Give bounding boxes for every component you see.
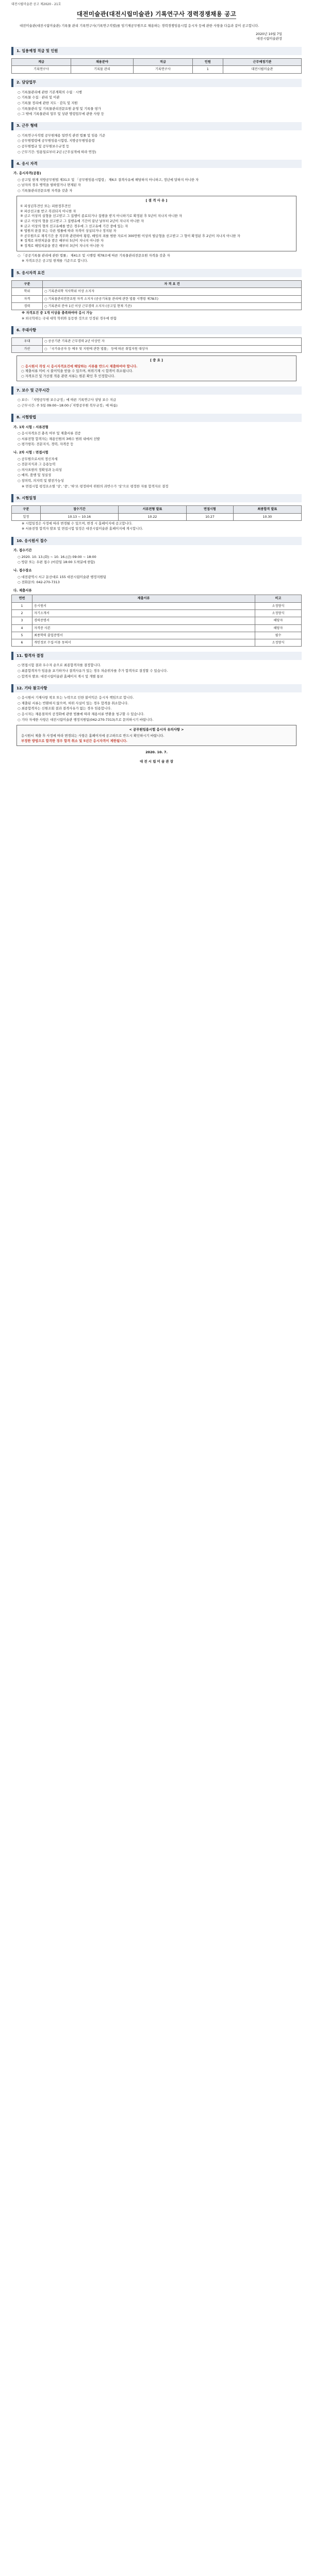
table-header: 직급 bbox=[133, 59, 192, 66]
list-item: ○ 근무시간: 주 5일 09:00~18:00 (「지방공무원 복무규정」에 따름) bbox=[18, 403, 118, 408]
table-cell: 대전시립미술관 bbox=[223, 66, 301, 73]
box-title: [ 중 요 ] bbox=[150, 358, 163, 362]
table-cell: 경력증명서 bbox=[32, 617, 255, 624]
list-item: ○ 2020. 10. 13.(화) ~ 10. 16.(금) 09:00 ~ 18:00 bbox=[18, 554, 96, 559]
box-line: ○ 자격요건 및 가산점 적용 관련 서류는 원본 확인 후 인정합니다. bbox=[21, 374, 116, 378]
box-line: ⑤ 금고 이상의 형의 선고유예를 받은 경우에 그 선고유예 기간 중에 있는 자 bbox=[20, 224, 128, 228]
table-row bbox=[12, 513, 302, 520]
list-item: ○ 공무원법령에 공무원임용시험령, 지방공무원임용령 bbox=[18, 139, 95, 143]
intro-text: 대전미술관(대전시립미술관) 기록물 관리 기록연구사(기록연구직렬)를 임기제공무원으로 채용하는 경력경쟁임용시험 응시자 등에 관한 사항을 다음과 같이 공고합니다. bbox=[20, 24, 259, 28]
list-item: ○ 합격자 발표: 대전시립미술관 홈페이지 게시 및 개별 통보 bbox=[18, 674, 103, 679]
table-cell: ○ 기록관리학 석사학위 이상 소지자 bbox=[43, 288, 302, 295]
list-item: ○ 방문 또는 우편 접수 (마감일 18:00 도착분에 한함) bbox=[18, 560, 95, 565]
box-line: ① 피성년후견인 또는 피한정후견인 bbox=[20, 204, 71, 209]
box-title: [ 결 격 사 유 ] bbox=[145, 198, 168, 202]
table-row bbox=[12, 338, 302, 345]
list-item: ○ 기록물 수집 · 관리 및 이관 bbox=[18, 95, 60, 100]
table-header: 인원 bbox=[192, 59, 223, 66]
preferences-table bbox=[11, 337, 302, 353]
note-text: ※ 시험일정은 사정에 따라 변경될 수 있으며, 변경 시 홈페이지에 공고합니다. bbox=[22, 521, 133, 526]
announcement-org: 대전시립미술관장 bbox=[256, 37, 282, 41]
table-cell: 4 bbox=[12, 624, 32, 632]
table-cell: 해당자 bbox=[255, 617, 302, 624]
table-cell: 가산 bbox=[12, 345, 43, 352]
box-title: < 공무원임용시험 응시자 유의사항 > bbox=[129, 727, 184, 732]
table-row bbox=[12, 624, 302, 632]
section-header-eligibility: 4. 응시 자격 bbox=[11, 160, 302, 168]
table-cell: ○ 기록관리 분야 1년 이상 근무경력 소지자 (공고일 현재 기준) bbox=[43, 302, 302, 310]
list-item: ○ 서류전형 합격자는 채용인원의 3배수 범위 내에서 선발 bbox=[18, 436, 100, 441]
table-header: 면접시험 bbox=[187, 506, 234, 513]
table-header: 제출서류 bbox=[32, 595, 255, 602]
section-header-duties: 2. 담당업무 bbox=[11, 79, 302, 87]
subsection-title: 가. 1차 시험 : 서류전형 bbox=[13, 425, 48, 429]
table-cell: 필수 bbox=[255, 632, 302, 639]
subsection-title: 가. 응시자격(공통) bbox=[13, 171, 41, 176]
table-cell: 자기소개서 bbox=[32, 609, 255, 617]
table-cell: 5 bbox=[12, 632, 32, 639]
subsection-title: 다. 제출서류 bbox=[13, 588, 32, 592]
list-item: ○ 근무기간: 임용일로부터 2년 (근무실적에 따라 연장) bbox=[18, 149, 96, 154]
footer-date: 2020. 10. 7. bbox=[145, 750, 168, 755]
table-cell: ○ 공공기관 기록관 근무경력 2년 이상인 자 bbox=[43, 338, 302, 345]
list-item: ○ 보수: 「지방공무원 보수규정」에 따른 기록연구사 상당 보수 지급 bbox=[18, 398, 117, 402]
section-header-requirements: 5. 응시자격 요건 bbox=[11, 269, 302, 277]
list-item: ○ 대전광역시 서구 둔산대로 155 대전시립미술관 행정지원팀 bbox=[18, 574, 106, 579]
table-header: 구분 bbox=[12, 280, 43, 287]
table-cell: 10.27 bbox=[187, 513, 234, 520]
table-cell: 10.30 bbox=[233, 513, 301, 520]
box-line: ○ 응시원서 작성 시 응시자격요건에 해당하는 서류를 반드시 제출하여야 합니다. bbox=[21, 364, 138, 368]
list-item: ○ 평가항목: 전문지식, 경력, 자격증 등 bbox=[18, 442, 74, 447]
table-cell: 10.22 bbox=[118, 513, 186, 520]
list-item: ○ 기록물관리전문요원 자격을 갖춘 자 bbox=[18, 188, 73, 193]
table-row bbox=[12, 345, 302, 352]
list-item: ○ 응시자는 채용절차의 공정화에 관한 법률에 따라 채용서류 반환을 청구할 수 있습니다. bbox=[18, 712, 145, 717]
section-header-schedule: 9. 시험일정 bbox=[11, 494, 302, 502]
box-line: ⑨ 징계로 해임처분을 받은 때부터 3년이 지나지 아니한 자 bbox=[20, 244, 104, 248]
box-line: ⑧ 징계로 파면처분을 받은 때부터 5년이 지나지 아니한 자 bbox=[20, 239, 104, 243]
table-cell: 개인정보 수집·이용 동의서 bbox=[32, 639, 255, 647]
table-cell: 우대 bbox=[12, 338, 43, 345]
table-header: 계급 bbox=[12, 59, 71, 66]
table-cell: 10.13 ~ 10.16 bbox=[40, 513, 118, 520]
table-row bbox=[12, 632, 302, 639]
note-text: ※ 서류전형 합격자 발표 및 면접시험 일정은 대전시립미술관 홈페이지에 게시합니다. bbox=[22, 527, 143, 531]
box-line: ② 파산선고를 받고 복권되지 아니한 자 bbox=[20, 209, 76, 213]
table-row bbox=[12, 602, 302, 609]
box-line: ⑥ 법원의 판결 또는 다른 법률에 따라 자격이 상실되거나 정지된 자 bbox=[20, 229, 117, 233]
section-header-misc: 12. 기타 참고사항 bbox=[11, 684, 302, 692]
table-header: 접수기간 bbox=[40, 506, 118, 513]
table-cell: 1 bbox=[12, 602, 32, 609]
table-cell: 경력 bbox=[12, 302, 43, 310]
list-item: ○ 전문지식과 그 응용능력 bbox=[18, 462, 56, 467]
table-cell: 학위 bbox=[12, 288, 43, 295]
table-row bbox=[12, 639, 302, 647]
table-cell: 자격 bbox=[12, 295, 43, 302]
list-item: ○ 전화문의: 042-270-7313 bbox=[18, 580, 60, 585]
table-row bbox=[12, 617, 302, 624]
table-cell: 기록물 관리 bbox=[71, 66, 133, 73]
list-item: ○ 공고일 현재 지방공무원법 제31조 및 「공무원임용시험령」 제6조 결격사유에 해당하지 아니하고, 정년에 달하지 아니한 자 bbox=[18, 177, 199, 182]
section-header-positions: 1. 임용예정 직급 및 인원 bbox=[11, 47, 302, 55]
list-item: ○ 응시원서 기재사항 착오 또는 누락으로 인한 불이익은 응시자 책임으로 합니다. bbox=[18, 696, 134, 700]
list-item: ○ 응시자격요건 충족 여부 및 제출서류 검증 bbox=[18, 431, 81, 436]
table-cell: ○ 「국가유공자 등 예우 및 지원에 관한 법률」 등에 따른 취업지원 대상자 bbox=[43, 345, 302, 352]
list-item: ○ 그 밖에 기록물관리 업무 및 상관 명령업무에 관한 사항 등 bbox=[18, 112, 104, 116]
table-cell: 소정양식 bbox=[255, 639, 302, 647]
table-row bbox=[12, 295, 302, 302]
note-text: ※ 자격요건 중 1개 이상을 충족하여야 응시 가능 bbox=[22, 311, 93, 315]
section-header-preferences: 6. 우대사항 bbox=[11, 326, 302, 334]
table-cell: 기록연구사 bbox=[133, 66, 192, 73]
box-line: ⑦ 공무원으로 재직기간 중 직무와 관련하여 횡령, 배임의 죄를 범한 자로서 300만원 이상의 벌금형을 선고받고 그 형이 확정된 후 2년이 지나지 아니한 자 bbox=[20, 233, 240, 238]
footer-org: 대 전 시 립 미 술 관 장 bbox=[140, 759, 173, 764]
subsection-title: 가. 접수기간 bbox=[13, 548, 32, 553]
table-header: 채용분야 bbox=[71, 59, 133, 66]
list-item: ○ 최종합격자는 신원조회 결과 결격사유가 없는 경우 임용합니다. bbox=[18, 706, 112, 711]
list-item: ○ 남자의 경우 병역을 필하였거나 면제된 자 bbox=[18, 183, 81, 188]
list-item: ○ 공무원으로서의 정신자세 bbox=[18, 456, 58, 461]
table-cell: 소정양식 bbox=[255, 609, 302, 617]
list-item: ○ 기타 자세한 사항은 대전시립미술관 행정지원팀(042-270-7313)으로 문의하시기 바랍니다. bbox=[18, 717, 154, 722]
note-text: ※ 외국학위는 국내 대학 학위와 동등한 것으로 인정된 경우에 한함 bbox=[22, 316, 117, 320]
table-header: 서류전형 발표 bbox=[118, 506, 186, 513]
subsection-title: 나. 접수장소 bbox=[13, 568, 32, 572]
section-header-exam-method: 8. 시험방법 bbox=[11, 414, 302, 422]
table-cell: 일정 bbox=[12, 513, 41, 520]
documents-table bbox=[11, 595, 302, 647]
table-cell: 최종학력 졸업증명서 bbox=[32, 632, 255, 639]
list-item: ○ 기록물 정리에 관한 지도 · 감독 및 지원 bbox=[18, 100, 78, 105]
table-header: 연번 bbox=[12, 595, 32, 602]
list-item: ○ 기록물관리 및 기록물관리전문요원 운영 및 기록물 평가 bbox=[18, 106, 101, 111]
section-header-result: 11. 합격자 결정 bbox=[11, 652, 302, 660]
important-box bbox=[17, 355, 296, 381]
note-text: ※ 면접시험 평정요소별 '상', '중', '하'로 평정하여 위원의 과반수가 '상'으로 평정한 자를 합격자로 결정 bbox=[22, 484, 169, 488]
list-item: ○ 창의력, 의지력 및 발전가능성 bbox=[18, 479, 64, 483]
table-row bbox=[12, 302, 302, 310]
box-line: ③ 금고 이상의 실형을 선고받고 그 집행이 종료되거나 집행을 받지 아니하기로 확정된 후 5년이 지나지 아니한 자 bbox=[20, 214, 182, 218]
table-cell: 자격증 사본 bbox=[32, 624, 255, 632]
table-cell: 1 bbox=[192, 66, 223, 73]
table-header: 구분 bbox=[12, 506, 41, 513]
list-item: ○ 공무원법규 및 공무원보수규정 등 bbox=[18, 144, 70, 148]
subsection-title: 나. 2차 시험 : 면접시험 bbox=[13, 450, 48, 454]
table-header: 근무예정기관 bbox=[223, 59, 301, 66]
section-header-work-type: 3. 근무 형태 bbox=[11, 122, 302, 130]
table-cell: 해당자 bbox=[255, 624, 302, 632]
list-item: ○ 최종합격자가 임용을 포기하거나 결격사유가 있는 경우 차순위자를 추가 합격자로 결정할 수 있습니다. bbox=[18, 669, 168, 673]
table-row bbox=[12, 609, 302, 617]
requirements-table bbox=[11, 280, 302, 310]
list-item: ○ 기록연구사직렬 공무원채용 일반직 관련 법률 및 임용 기준 bbox=[18, 133, 105, 138]
list-item: ○ 의사표현의 정확성과 논리성 bbox=[18, 467, 62, 472]
disqualification-box bbox=[17, 196, 296, 251]
table-row bbox=[12, 288, 302, 295]
table-cell: 응시원서 bbox=[32, 602, 255, 609]
list-item: ○ 제출된 서류는 반환하지 않으며, 허위 사실이 있는 경우 합격을 취소합니다. bbox=[18, 701, 129, 705]
section-header-pay: 7. 보수 및 근무시간 bbox=[11, 386, 302, 395]
table-cell: 2 bbox=[12, 609, 32, 617]
table-row bbox=[12, 66, 302, 73]
table-header: 비고 bbox=[255, 595, 302, 602]
table-cell: 3 bbox=[12, 617, 32, 624]
list-item: ○ 기록물관리에 관한 기본계획의 수립 · 시행 bbox=[18, 90, 82, 94]
announcement-date: 2020년 10월 7일 bbox=[255, 31, 282, 36]
table-header: 자 격 요 건 bbox=[43, 280, 302, 287]
notice-callout bbox=[17, 725, 296, 746]
announcement-page bbox=[0, 0, 313, 784]
list-item: ○ 면접시험 결과 우수자 순으로 최종합격자를 결정합니다. bbox=[18, 663, 101, 668]
box-line: 응시원서 제출 후 사정에 따라 변경되는 사항은 홈페이지에 공고하므로 반드시 확인하시기 바랍니다. bbox=[21, 733, 164, 738]
list-item: ○ 예의, 품행 및 성실성 bbox=[18, 473, 52, 478]
schedule-table bbox=[11, 505, 302, 521]
box-line: 부정한 방법으로 합격한 경우 합격 취소 및 5년간 응시자격이 제한됩니다. bbox=[21, 738, 127, 743]
page-title: 대전미술관(대전시립미술관) 기록연구사 경력경쟁채용 공고 bbox=[11, 10, 302, 19]
list-item: ○ 「공공기록물 관리에 관한 법률」 제41조 및 시행령 제78조에 따른 기록물관리전문요원 자격을 갖춘 자 bbox=[18, 253, 170, 258]
table-cell: 기록연구사 bbox=[12, 66, 71, 73]
positions-table bbox=[11, 58, 302, 74]
note-text: ※ 자격요건은 공고일 현재를 기준으로 합니다. bbox=[22, 259, 88, 263]
table-cell: 6 bbox=[12, 639, 32, 647]
announcement-number: 대전시립미술관 공고 제2020 - 21호 bbox=[11, 3, 61, 6]
table-header: 최종합격 발표 bbox=[233, 506, 301, 513]
box-line: ④ 금고 이상의 형을 선고받고 그 집행유예 기간이 끝난 날부터 2년이 지나지 아니한 자 bbox=[20, 219, 144, 224]
table-cell: ○ 기록물관리전문요원 자격 소지자 (공공기록물 관리에 관한 법률 시행령 제78조) bbox=[43, 295, 302, 302]
box-line: ○ 제출서류 미비 시 불이익을 받을 수 있으며, 허위기재 시 합격이 취소됩니다. bbox=[21, 369, 134, 374]
section-header-application: 10. 응시원서 접수 bbox=[11, 537, 302, 545]
table-cell: 소정양식 bbox=[255, 602, 302, 609]
